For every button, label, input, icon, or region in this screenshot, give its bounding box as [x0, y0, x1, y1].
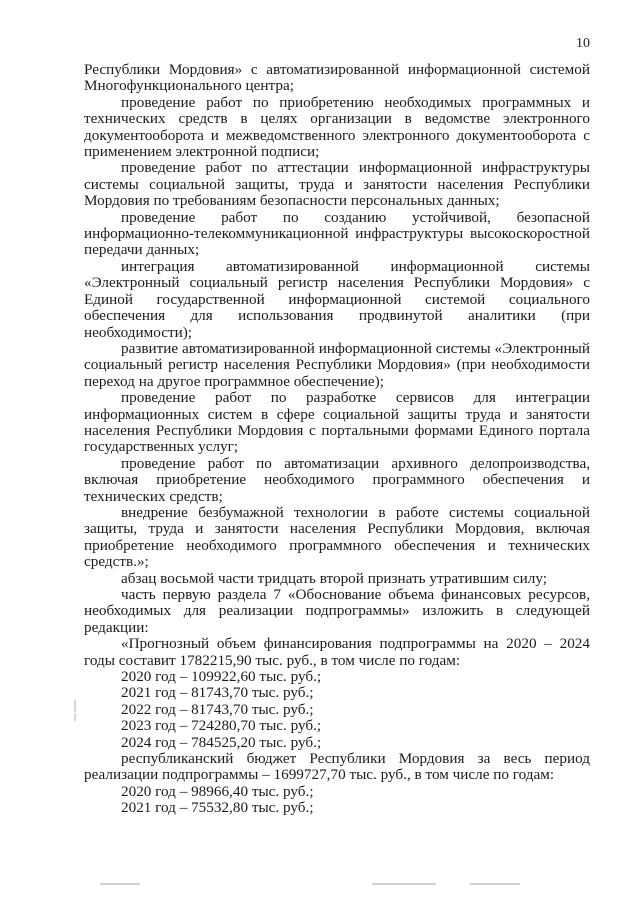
- scan-artifact: [100, 883, 140, 885]
- funding-year-line: 2024 год – 784525,20 тыс. руб.;: [121, 733, 322, 751]
- scan-artifact: [74, 713, 76, 721]
- scan-artifact: [372, 883, 436, 885]
- paragraph-item: проведение работ по разработке сервисов для интеграции информационных систем в сфере социальной защиты труда и занятости населения Республики Мордовия с портальными формами Единого портала государственных услуг;: [84, 389, 590, 456]
- document-body: [84, 62, 590, 817]
- paragraph-republic-budget: республиканский бюджет Республики Мордовия за весь период реализации подпрограммы – 1699727,70 тыс. руб., в том числе по годам:: [84, 750, 590, 784]
- paragraph-funding-intro: «Прогнозный объем финансирования подпрограммы на 2020 – 2024 годы составит 1782215,90 тыс. руб., в том числе по годам:: [84, 635, 590, 669]
- funding-year-line: 2023 год – 724280,70 тыс. руб.;: [121, 717, 322, 735]
- funding-year-line: 2021 год – 81743,70 тыс. руб.;: [121, 684, 314, 702]
- paragraph-continuation: Республики Мордовия» с автоматизированной информационной системой Многофункционального центра;: [84, 61, 590, 95]
- funding-year-line: 2022 год – 81743,70 тыс. руб.;: [121, 700, 314, 718]
- scan-artifact: [74, 700, 76, 712]
- paragraph-item: часть первую раздела 7 «Обоснование объема финансовых ресурсов, необходимых для реализации подпрограммы» изложить в следующей редакции:: [84, 586, 590, 636]
- funding-year-line: 2020 год – 109922,60 тыс. руб.;: [121, 668, 322, 686]
- scan-artifact: [470, 883, 520, 885]
- paragraph-item: развитие автоматизированной информационной системы «Электронный социальный регистр населения Республики Мордовия» (при необходимости переход на другое программное обеспечение);: [84, 339, 590, 390]
- paragraph-item: проведение работ по приобретению необходимых программных и технических средств в целях организации в ведомстве электронного документооборота и межведомственного электронного документооборота с применением электронной подписи;: [84, 93, 590, 161]
- paragraph-item: проведение работ по созданию устойчивой, безопасной информационно-телекоммуникационной инфраструктуры высокоскоростной передачи данных;: [84, 208, 590, 259]
- budget-year-line: 2021 год – 75532,80 тыс. руб.;: [121, 799, 314, 817]
- budget-year-line: 2020 год – 98966,40 тыс. руб.;: [121, 782, 314, 800]
- paragraph-item: проведение работ по автоматизации архивного делопроизводства, включая приобретение необходимого программного обеспечения и технических средств;: [84, 454, 590, 505]
- paragraph-item: внедрение безбумажной технологии в работе системы социальной защиты, труда и занятости населения Республики Мордовия, включая приобретение необходимого программного обеспечения и технических средств.»;: [84, 503, 590, 571]
- page-number: 10: [576, 36, 590, 51]
- paragraph-item: абзац восьмой части тридцать второй признать утратившим силу;: [121, 569, 547, 587]
- paragraph-item: проведение работ по аттестации информационной инфраструктуры системы социальной защиты, труда и занятости населения Республики Мордовия по требованиям безопасности персональных данных;: [84, 159, 590, 210]
- paragraph-item: интеграция автоматизированной информационной системы «Электронный социальный регистр населения Республики Мордовия» с Единой государственной информационной системой социального обеспечения для использования продвинутой аналитики (при необходимости);: [84, 257, 590, 341]
